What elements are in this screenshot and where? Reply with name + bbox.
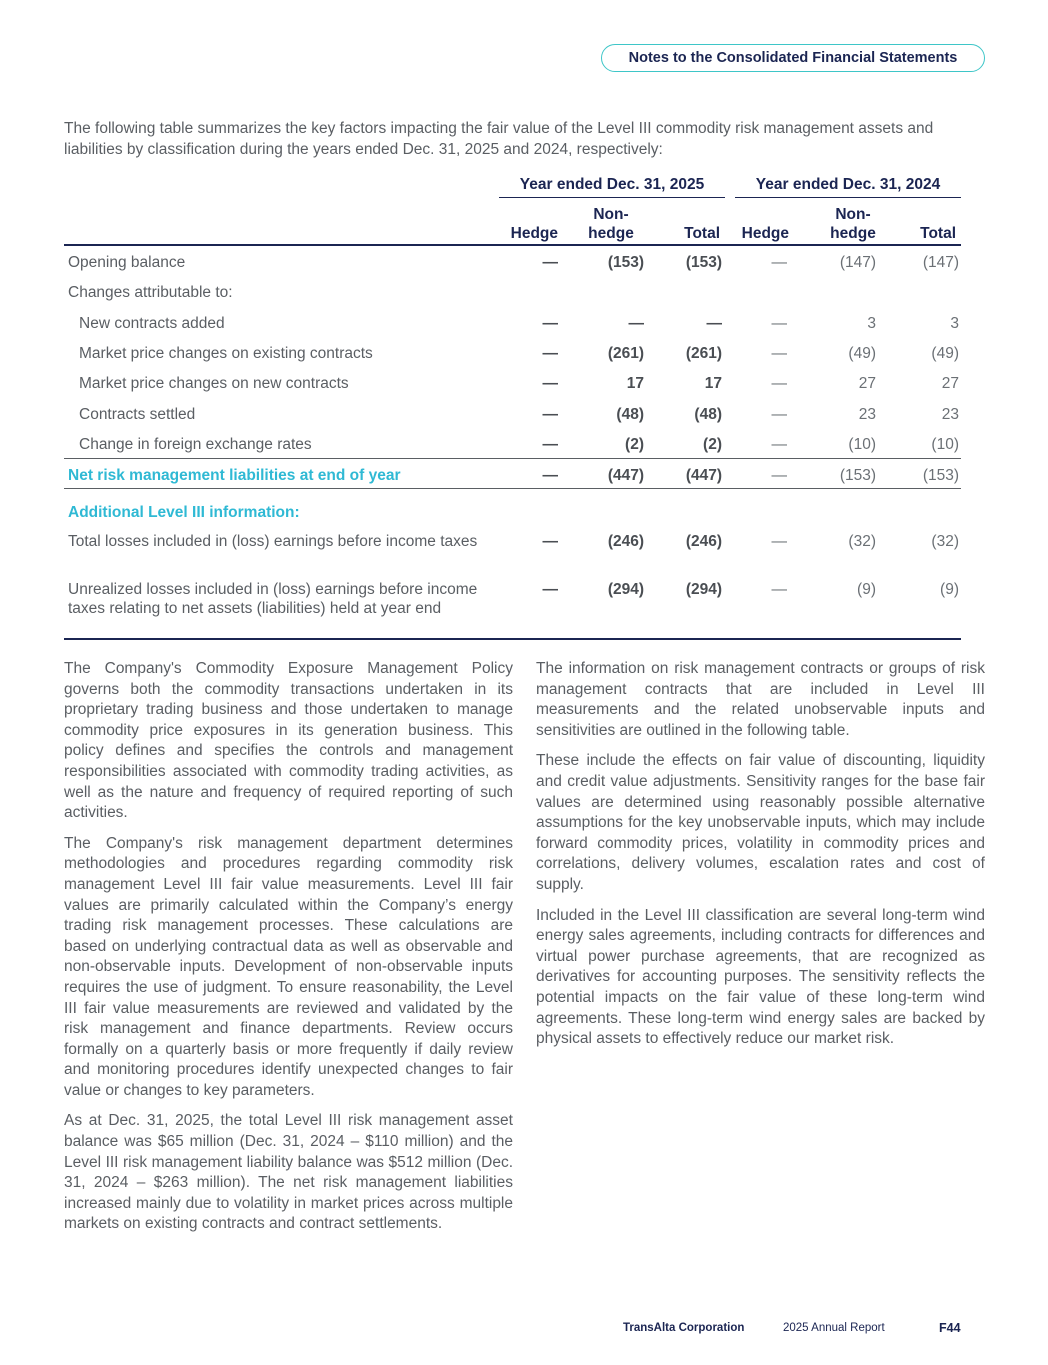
cell-hedge-2024: —: [771, 375, 787, 392]
row-label: Unrealized losses included in (loss) earnings before income taxes relating to net assets (liabilities) held at year end: [68, 581, 478, 617]
right-text-column: [536, 659, 985, 1060]
cell-total-2024: (10): [931, 436, 959, 453]
col-nonhedge-line2: hedge: [830, 225, 876, 242]
cell-nonhedge-2025: 17: [626, 375, 644, 392]
cell-nonhedge-2024: 3: [867, 315, 876, 332]
year-2025-header: Year ended Dec. 31, 2025: [499, 176, 725, 198]
row-label-total: Net risk management liabilities at end of year: [68, 467, 401, 484]
cell-nonhedge-2025: (294): [607, 581, 644, 598]
row-label-subheading: Changes attributable to:: [68, 284, 233, 301]
page-number: F44: [939, 1321, 961, 1335]
cell-hedge-2024: —: [771, 315, 787, 332]
cell-total-2025: (2): [703, 436, 722, 453]
cell-nonhedge-2024: (153): [839, 467, 876, 484]
row-label: Contracts settled: [79, 406, 196, 423]
cell-nonhedge-2025: (261): [607, 345, 644, 362]
cell-nonhedge-2024: (32): [848, 533, 876, 550]
cell-total-2024: (9): [940, 581, 959, 598]
cell-hedge-2025: —: [542, 581, 558, 598]
cell-hedge-2024: —: [771, 533, 787, 550]
cell-total-2024: 3: [950, 315, 959, 332]
col-nonhedge-line1: Non-: [593, 206, 629, 223]
cell-total-2024: 27: [941, 375, 959, 392]
cell-nonhedge-2024: (147): [839, 254, 876, 271]
cell-total-2024: (153): [922, 467, 959, 484]
cell-hedge-2025: —: [542, 533, 558, 550]
cell-hedge-2024: —: [771, 406, 787, 423]
cell-total-2024: (49): [931, 345, 959, 362]
cell-total-2025: (153): [685, 254, 722, 271]
paragraph: The Company's Commodity Exposure Management Policy governs both the commodity transactions undertaken in its proprietary trading business and those undertaken to manage commodity price exposures in its generation business. This policy defines and specifies the controls and management responsibilities associated with commodity trading activities, as well as the nature and frequency of required reporting of such activities.: [64, 660, 513, 822]
col-nonhedge-2024: [822, 205, 884, 243]
col-nonhedge-line1: Non-: [835, 206, 871, 223]
cell-nonhedge-2025: (246): [607, 533, 644, 550]
cell-nonhedge-2025: (153): [607, 254, 644, 271]
cell-total-2025: —: [706, 315, 722, 332]
paragraph: These include the effects on fair value of discounting, liquidity and credit value adjustments. Sensitivity ranges for the base fair values are determined using reasonably possible alternative assumptions for the key unobservable inputs, which may include forward commodity prices, volatility in commodity prices and correlations, delivery volumes, escalation rates and cost of supply.: [536, 752, 985, 893]
cell-total-2025: (447): [685, 467, 722, 484]
row-label: Change in foreign exchange rates: [79, 436, 312, 453]
total-top-rule: [64, 458, 961, 459]
table-bottom-rule: [64, 638, 961, 640]
paragraph: The information on risk management contracts or groups of risk management contracts that are included in Level III measurements and the related unobservable inputs and sensitivities are outlined in the following table.: [536, 660, 985, 739]
cell-hedge-2025: —: [542, 375, 558, 392]
cell-nonhedge-2024: (9): [857, 581, 876, 598]
left-text-column: [64, 659, 513, 1245]
cell-hedge-2025: —: [542, 467, 558, 484]
cell-nonhedge-2025: (447): [607, 467, 644, 484]
paragraph: As at Dec. 31, 2025, the total Level III risk management asset balance was $65 million (Dec. 31, 2024 – $110 million) and the Level III risk management liability balance was $512 million (Dec. 31, 2024 – $263 million). The net risk management liabilities increased mainly due to volatility in market prices across multiple markets on existing contracts and contract settlements.: [64, 1112, 513, 1233]
row-label: New contracts added: [79, 315, 225, 332]
col-total-2025: Total: [684, 225, 720, 242]
col-nonhedge-2025: [580, 205, 642, 243]
section-badge: Notes to the Consolidated Financial Statements: [601, 44, 985, 72]
row-label: Market price changes on new contracts: [79, 375, 349, 392]
cell-nonhedge-2024: (49): [848, 345, 876, 362]
cell-nonhedge-2025: —: [628, 315, 644, 332]
cell-total-2025: 17: [704, 375, 722, 392]
cell-hedge-2025: —: [542, 315, 558, 332]
cell-nonhedge-2024: 23: [858, 406, 876, 423]
footer-company: TransAlta Corporation: [623, 1322, 745, 1334]
cell-nonhedge-2025: (2): [625, 436, 644, 453]
cell-total-2025: (246): [685, 533, 722, 550]
total-bottom-rule: [64, 488, 961, 489]
cell-hedge-2024: —: [771, 467, 787, 484]
paragraph: The Company's risk management department determines methodologies and procedures regarding commodity risk management Level III fair value measurements. Level III fair values are primarily calculated within the Company’s energy trading risk management processes. These calculations are based on underlying contractual data as well as observable and non-observable inputs. Development of non-observable inputs requires the use of judgment. To ensure reasonability, the Level III fair value measurements are reviewed and validated by the risk management and finance departments. Review occurs formally on a quarterly basis or more frequently if daily review and monitoring procedures identify unexpected changes to fair value or changes to key parameters.: [64, 834, 513, 1099]
col-nonhedge-line2: hedge: [588, 225, 634, 242]
cell-hedge-2025: —: [542, 345, 558, 362]
cell-hedge-2025: —: [542, 406, 558, 423]
intro-paragraph: The following table summarizes the key factors impacting the fair value of the Level III commodity risk management assets and liabilities by classification during the years ended Dec. 31, 2025 and 2024, respectively:: [64, 120, 934, 158]
year-2024-header: Year ended Dec. 31, 2024: [735, 176, 961, 198]
cell-total-2025: (294): [685, 581, 722, 598]
table-header-rule: [64, 244, 961, 246]
paragraph: Included in the Level III classification are several long-term wind energy sales agreements, including contracts for differences and virtual power purchase agreements, that are recognized as derivatives for accounting purposes. The sensitivity reflects the potential impacts on the fair value of these long-term wind agreements. These long-term wind energy sales are backed by physical assets to effectively reduce our market risk.: [536, 906, 985, 1048]
cell-nonhedge-2025: (48): [616, 406, 644, 423]
cell-hedge-2024: —: [771, 345, 787, 362]
cell-nonhedge-2024: 27: [858, 375, 876, 392]
row-label: Market price changes on existing contracts: [79, 345, 373, 362]
cell-total-2024: (147): [922, 254, 959, 271]
cell-hedge-2024: —: [771, 436, 787, 453]
cell-total-2024: (32): [931, 533, 959, 550]
cell-hedge-2024: —: [771, 581, 787, 598]
cell-total-2024: 23: [941, 406, 959, 423]
cell-hedge-2025: —: [542, 436, 558, 453]
cell-total-2025: (261): [685, 345, 722, 362]
cell-hedge-2025: —: [542, 254, 558, 271]
cell-total-2025: (48): [694, 406, 722, 423]
cell-hedge-2024: —: [771, 254, 787, 271]
row-label: Total losses included in (loss) earnings before income taxes: [68, 533, 478, 550]
col-hedge-2025: Hedge: [510, 225, 558, 242]
col-total-2024: Total: [920, 225, 956, 242]
row-label: Opening balance: [68, 254, 186, 271]
section-subheading: Additional Level III information:: [68, 504, 300, 521]
col-hedge-2024: Hedge: [741, 225, 789, 242]
footer-report: 2025 Annual Report: [783, 1322, 885, 1334]
cell-nonhedge-2024: (10): [848, 436, 876, 453]
